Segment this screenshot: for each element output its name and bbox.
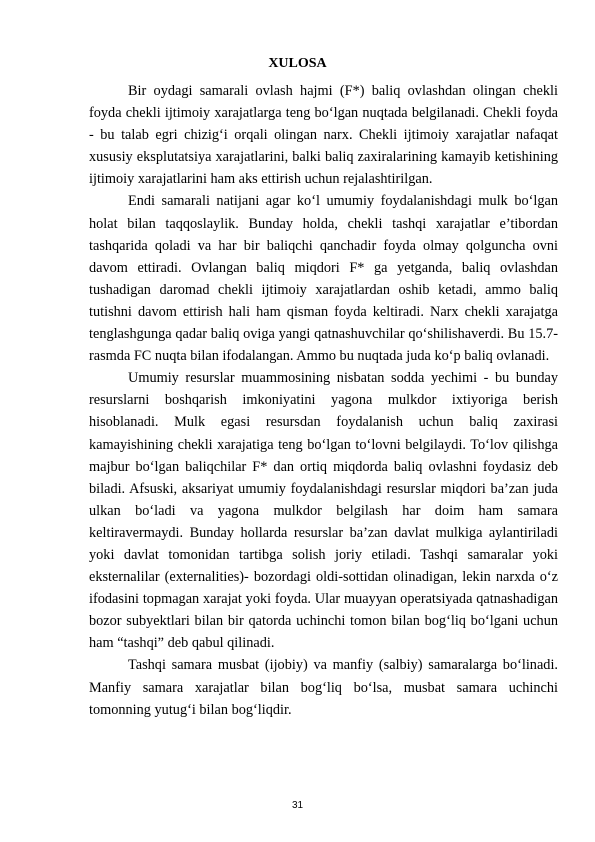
paragraph: Endi samarali natijani agar ko‘l umumiy foydalanishdagi mulk bo‘lgan holat bilan taqqoslaylik. Bunday holda, chekli tashqi xarajatlar e’tibordan tashqarida qoladi va har bir baliqchi qanchadir foyda olmay qolguncha ovni davom ettiradi. Ovlangan baliq miqdori F* ga yetganda, baliq ovlashdan tushadigan daromad chekli ijtimoiy xarajatlardan oshib ketadi, ammo baliq tutishni davom ettirish hali ham qisman foyda keltiradi. Narx chekli xarajatga tenglashgunga qadar baliq oviga yangi qatnashuvchilar qo‘shilishaverdi. Bu 15.7-rasmda FC nuqta bilan ifodalangan. Ammo bu nuqtada juda ko‘p baliq ovlanadi. — [89, 193, 558, 365]
document-body — [89, 80, 558, 721]
page-number: 31 — [291, 800, 304, 811]
paragraph: Bir oydagi samarali ovlash hajmi (F*) baliq ovlashdan olingan chekli foyda chekli ijtimoiy xarajatlarga teng bo‘lgan nuqtada belgilanadi. Chekli foyda - bu talab egri chizig‘i orqali olingan narx. Chekli ijtimoiy xarajatlar nafaqat xususiy eksplutatsiya xarajatlarini, balki baliq zaxiralarining kamayib ketishining ijtimoiy xarajatlarini ham aks ettirish uchun rejalashtirilgan. — [89, 83, 558, 188]
paragraph: Umumiy resurslar muammosining nisbatan sodda yechimi - bu bunday resurslarni boshqarish imkoniyatini yagona mulkdor ixtiyoriga berish hisoblanadi. Mulk egasi resursdan foydalanish uchun baliq zaxirasi kamayishining chekli xarajatiga teng bo‘lgan to‘lovni belgilaydi. To‘lov qilishga majbur bo‘lgan baliqchilar F* dan ortiq miqdorda baliq ovlashni foydasiz deb biladi. Afsuski, aksariyat umumiy foydalanishdagi resurslar miqdori ba’zan juda ulkan bo‘ladi va yagona mulkdor belgilash har doim ham samara keltiravermaydi. Bunday hollarda resurslar ba’zan davlat mulkiga aylantiriladi yoki davlat tomonidan tartibga solish joriy etiladi. Tashqi samaralar yoki eksternalilar (externalities)- bozordagi oldi-sottidan olinadigan, lekin narxda o‘z ifodasini topmagan xarajat yoki foyda. Ular muayyan operatsiyada qatnashadigan bozor subyektlari bilan bir qatorda uchinchi tomon bilan bog‘liq bo‘lgani uchun ham “tashqi” deb qabul qilinadi. — [89, 370, 558, 652]
paragraph: Tashqi samara musbat (ijobiy) va manfiy (salbiy) samaralarga bo‘linadi. Manfiy samara xarajatlar bilan bog‘liq bo‘lsa, musbat samara uchinchi tomonning yutug‘i bilan bog‘liqdir. — [89, 657, 558, 718]
page-title: XULOSA — [268, 56, 327, 71]
